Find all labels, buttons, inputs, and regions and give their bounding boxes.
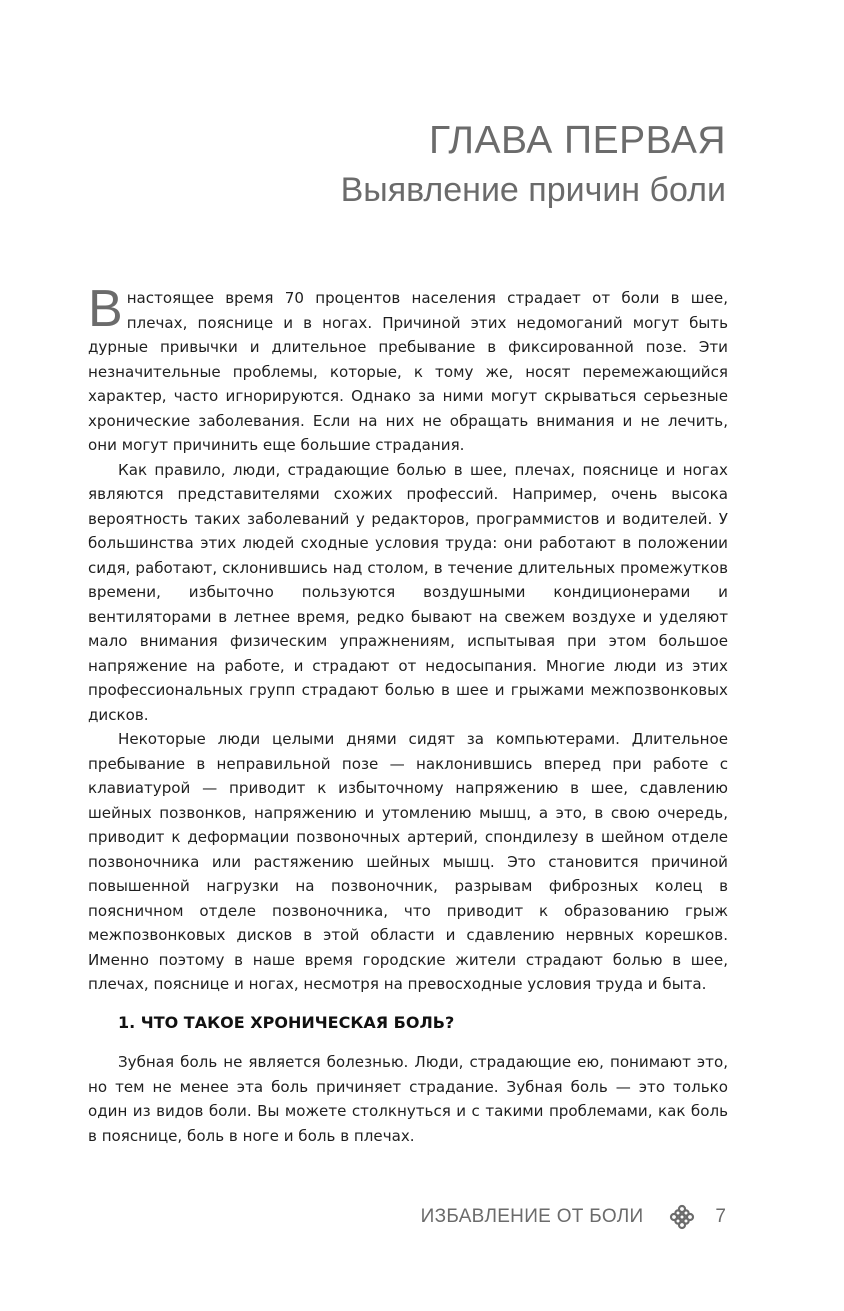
drop-cap: В bbox=[88, 280, 123, 338]
intro-paragraph-2: Как правило, люди, страдающие болью в шее, плечах, пояснице и ногах являются представителями схожих профессий. Например, очень высока вероятность таких заболеваний у редакторов, программистов и водителей. У большинства этих людей сходные условия труда: они работают в положении сидя, работают, склонившись над столом, в течение длительных промежутков времени, избыточно пользуются воздушными кондиционерами и вентиляторами в летнее время, редко бывают на свежем воздухе и уделяют мало внимания физическим упражнениям, испытывая при этом большое напряжение на работе, и страдают от недосыпания. Многие люди из этих профессиональных групп страдают болью в шее и грыжами межпозвонковых дисков. bbox=[88, 460, 728, 724]
intro-body bbox=[88, 280, 728, 997]
page-number: 7 bbox=[715, 1206, 726, 1227]
running-title: ИЗБАВЛЕНИЕ ОТ БОЛИ bbox=[420, 1206, 644, 1227]
chapter-header bbox=[341, 118, 726, 212]
section-heading: 1. ЧТО ТАКОЕ ХРОНИЧЕСКАЯ БОЛЬ? bbox=[118, 1013, 455, 1032]
endless-knot-icon bbox=[669, 1204, 695, 1230]
section-body bbox=[88, 1050, 728, 1148]
chapter-label: ГЛАВА ПЕРВАЯ bbox=[428, 119, 726, 162]
intro-paragraph-1-text: настоящее время 70 процентов населения страдает от боли в шее, плечах, пояснице и в ногах. Причиной этих недомоганий могут быть дурные привычки и длительное пребывание в фиксированной позе. Эти незначительные проблемы, которые, к тому же, носят перемежающийся характер, часто игнорируются. Однако за ними могут скрываться серьезные хронические заболевания. Если на них не обращать внимания и не лечить, они могут причинить еще большие страдания. bbox=[88, 289, 728, 454]
intro-paragraph-3: Некоторые люди целыми днями сидят за компьютерами. Длительное пребывание в неправильной позе — наклонившись вперед при работе с клавиатурой — приводит к избыточному напряжению в шее, сдавлению шейных позвонков, напряжению и утомлению мышц, а это, в свою очередь, приводит к деформации позвоночных артерий, спондилезу в шейном отделе позвоночника или растяжению шейных мышц. Это становится причиной повышенной нагрузки на позвоночник, разрывам фиброзных колец в поясничном отделе позвоночника, что приводит к образованию грыж межпозвонковых дисков в этой области и сдавлению нервных корешков. Именно поэтому в наше время городские жители страдают болью в шее, плечах, пояснице и ногах, несмотря на превосходные условия труда и быта. bbox=[88, 730, 728, 993]
chapter-title: Выявление причин боли bbox=[340, 171, 726, 209]
section-paragraph-1: Зубная боль не является болезнью. Люди, страдающие ею, понимают это, но тем не менее эта боль причиняет страдание. Зубная боль — это только один из видов боли. Вы можете столкнуться и с такими проблемами, как боль в пояснице, боль в ноге и боль в плечах. bbox=[88, 1053, 728, 1145]
page-footer bbox=[421, 1204, 726, 1230]
intro-paragraph-1 bbox=[88, 280, 728, 458]
